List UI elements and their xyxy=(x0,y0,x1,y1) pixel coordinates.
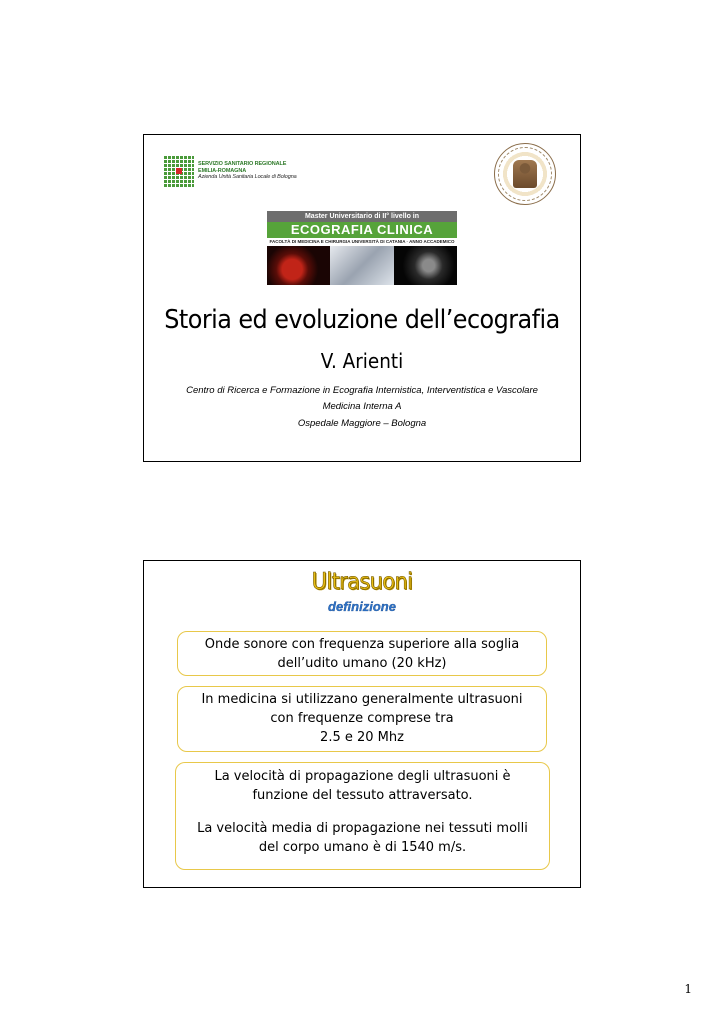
box-line: dell’udito umano (20 kHz) xyxy=(277,656,447,671)
health-service-grid-icon xyxy=(164,155,194,187)
master-banner xyxy=(267,211,457,285)
definition-box xyxy=(177,631,547,676)
box-line: La velocità di propagazione degli ultrasuoni è xyxy=(214,769,511,784)
page-number: 1 xyxy=(684,982,692,996)
author-name: V. Arienti xyxy=(320,349,404,373)
banner-main-text: ECOGRAFIA CLINICA xyxy=(267,222,457,238)
regional-health-logo xyxy=(164,155,297,187)
logo-text xyxy=(198,161,297,181)
slide-title: Ultrasuoni xyxy=(311,569,413,595)
box-line: La velocità media di propagazione nei tessuti molli xyxy=(197,821,528,836)
box-line: In medicina si utilizzano generalmente ultrasuoni xyxy=(201,692,523,707)
frequency-box xyxy=(177,686,547,752)
affiliation-line: Ospedale Maggiore – Bologna xyxy=(297,418,427,429)
affiliation-line: Centro di Ricerca e Formazione in Ecografia Internistica, Interventistica e Vascolare xyxy=(186,385,538,396)
banner-images xyxy=(267,246,457,285)
logo-line: Azienda Unità Sanitaria Locale di Bologna xyxy=(198,174,297,181)
ultrasound-scan-image xyxy=(394,246,457,285)
velocity-box xyxy=(175,762,550,870)
box-line: funzione del tessuto attraversato. xyxy=(252,788,473,803)
box-line: 2.5 e 20 Mhz xyxy=(320,730,404,745)
banner-top-text: Master Universitario di II° livello in xyxy=(267,211,457,222)
slide-title: Storia ed evoluzione dell’ecografia xyxy=(164,305,560,335)
slide-2 xyxy=(143,560,581,888)
box-line: con frequenze comprese tra xyxy=(270,711,454,726)
ultrasound-image xyxy=(267,246,330,285)
banner-sub-text: FACOLTÀ DI MEDICINA E CHIRURGIA UNIVERSITÀ DI CATANIA · ANNO ACCADEMICO xyxy=(267,238,457,246)
affiliation-line: Medicina Interna A xyxy=(322,401,402,412)
ultrasound-exam-photo xyxy=(330,246,393,285)
box-line: Onde sonore con frequenza superiore alla soglia xyxy=(204,637,520,652)
school-seal-icon xyxy=(494,143,556,205)
slide-subtitle: definizione xyxy=(328,599,396,614)
logo-line: EMILIA-ROMAGNA xyxy=(198,167,247,174)
logo-line: SERVIZIO SANITARIO REGIONALE xyxy=(198,161,287,168)
box-line: del corpo umano è di 1540 m/s. xyxy=(258,840,467,855)
slide-1 xyxy=(143,134,581,462)
